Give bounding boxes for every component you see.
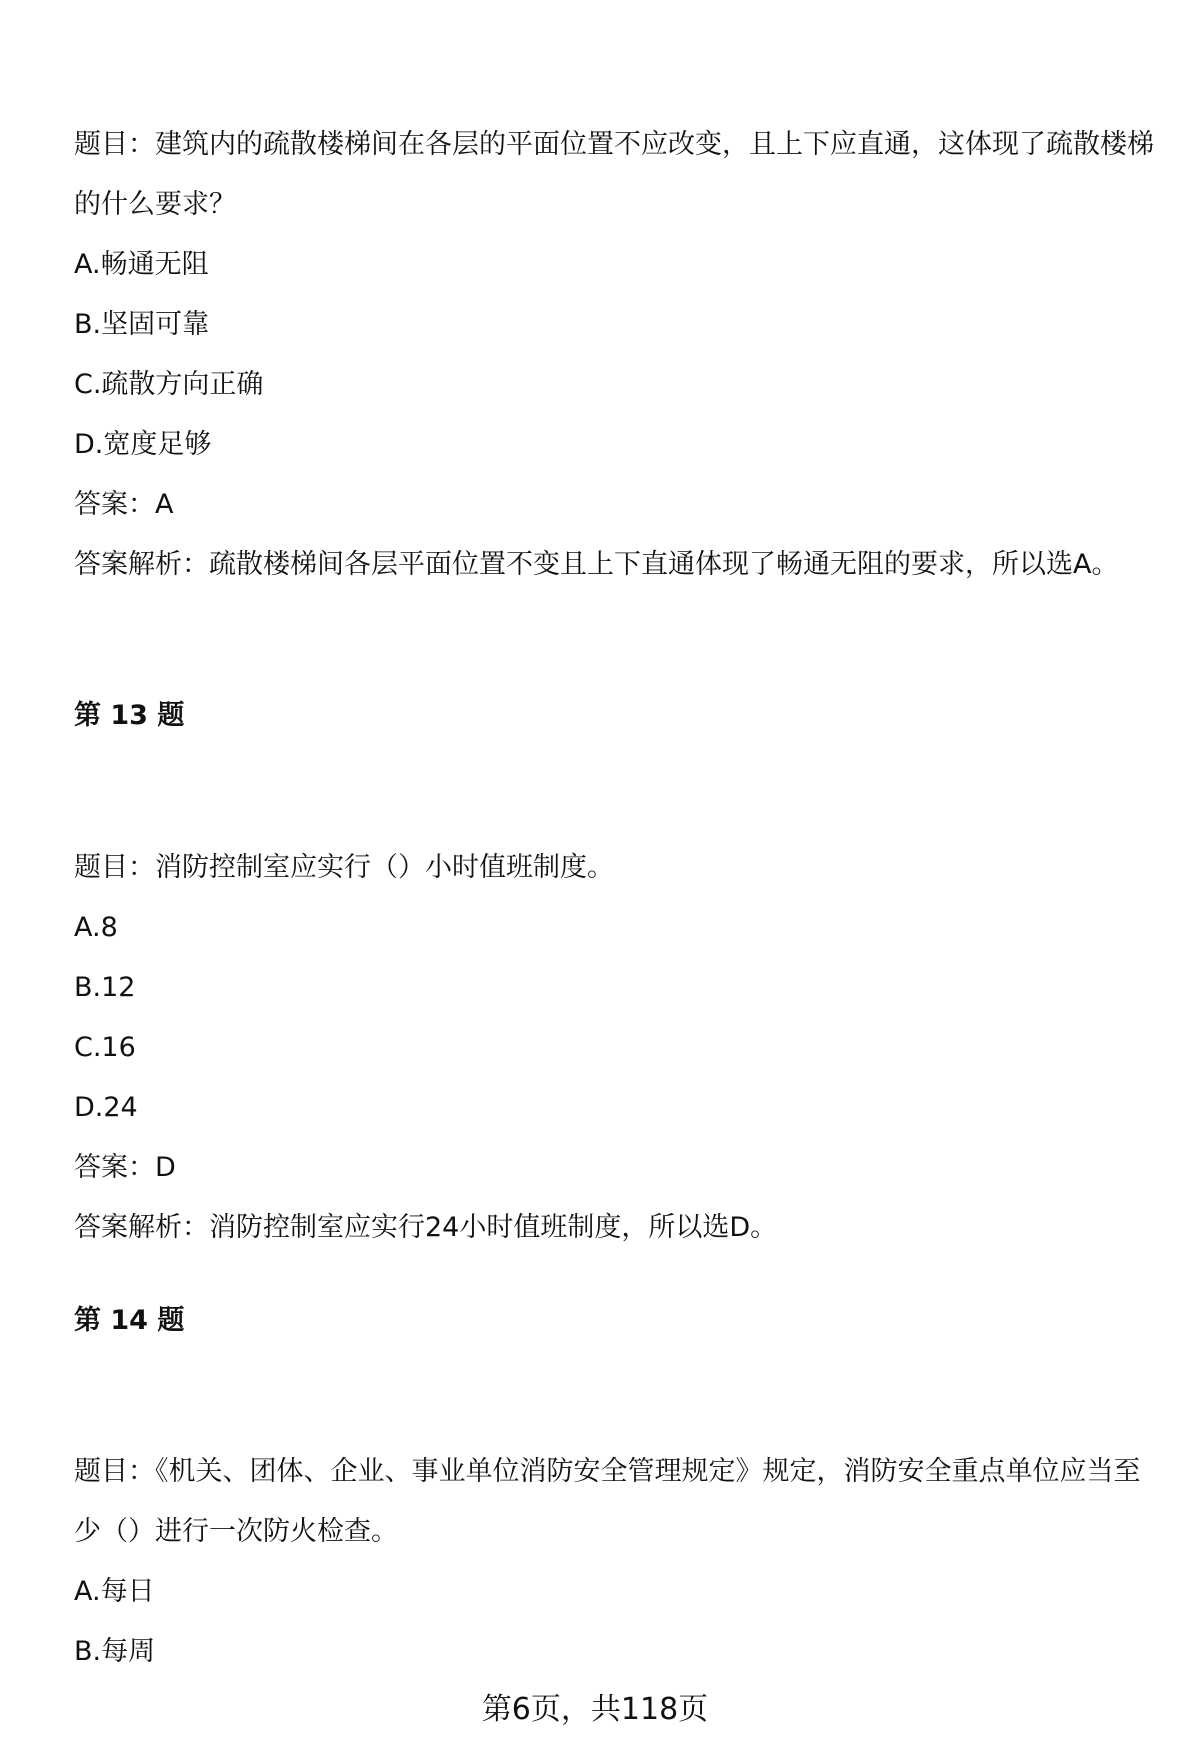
question-13-heading: 第 13 题 [74, 700, 185, 731]
question-text: 题目：建筑内的疏散楼梯间在各层的平面位置不应改变，且上下应直通，这体现了疏散楼梯的什么要求？ [74, 129, 1154, 220]
question-13-block [74, 838, 1164, 1258]
question-14-block [74, 1442, 1164, 1682]
option-b: B.每周 [74, 1636, 156, 1667]
page-footer: 第6页，共118页 [481, 1692, 709, 1727]
answer-analysis: 答案解析：疏散楼梯间各层平面位置不变且上下直通体现了畅通无阻的要求，所以选A。 [74, 549, 1119, 580]
answer: 答案：D [74, 1152, 176, 1183]
question-14-heading: 第 14 题 [74, 1305, 185, 1336]
option-a: A.每日 [74, 1576, 155, 1607]
option-b: B.12 [74, 972, 136, 1003]
question-12-block [74, 115, 1164, 595]
question-text: 题目：《机关、团体、企业、事业单位消防安全管理规定》规定，消防安全重点单位应当至少（）进行一次防火检查。 [74, 1456, 1141, 1547]
question-text: 题目：消防控制室应实行（）小时值班制度。 [74, 852, 614, 883]
answer: 答案：A [74, 489, 174, 520]
option-c: C.疏散方向正确 [74, 369, 264, 400]
option-d: D.宽度足够 [74, 429, 212, 460]
option-a: A.8 [74, 912, 118, 943]
answer-analysis: 答案解析：消防控制室应实行24小时值班制度，所以选D。 [74, 1212, 778, 1243]
option-b: B.坚固可靠 [74, 309, 210, 340]
option-a: A.畅通无阻 [74, 249, 209, 280]
option-d: D.24 [74, 1092, 138, 1123]
option-c: C.16 [74, 1032, 136, 1063]
